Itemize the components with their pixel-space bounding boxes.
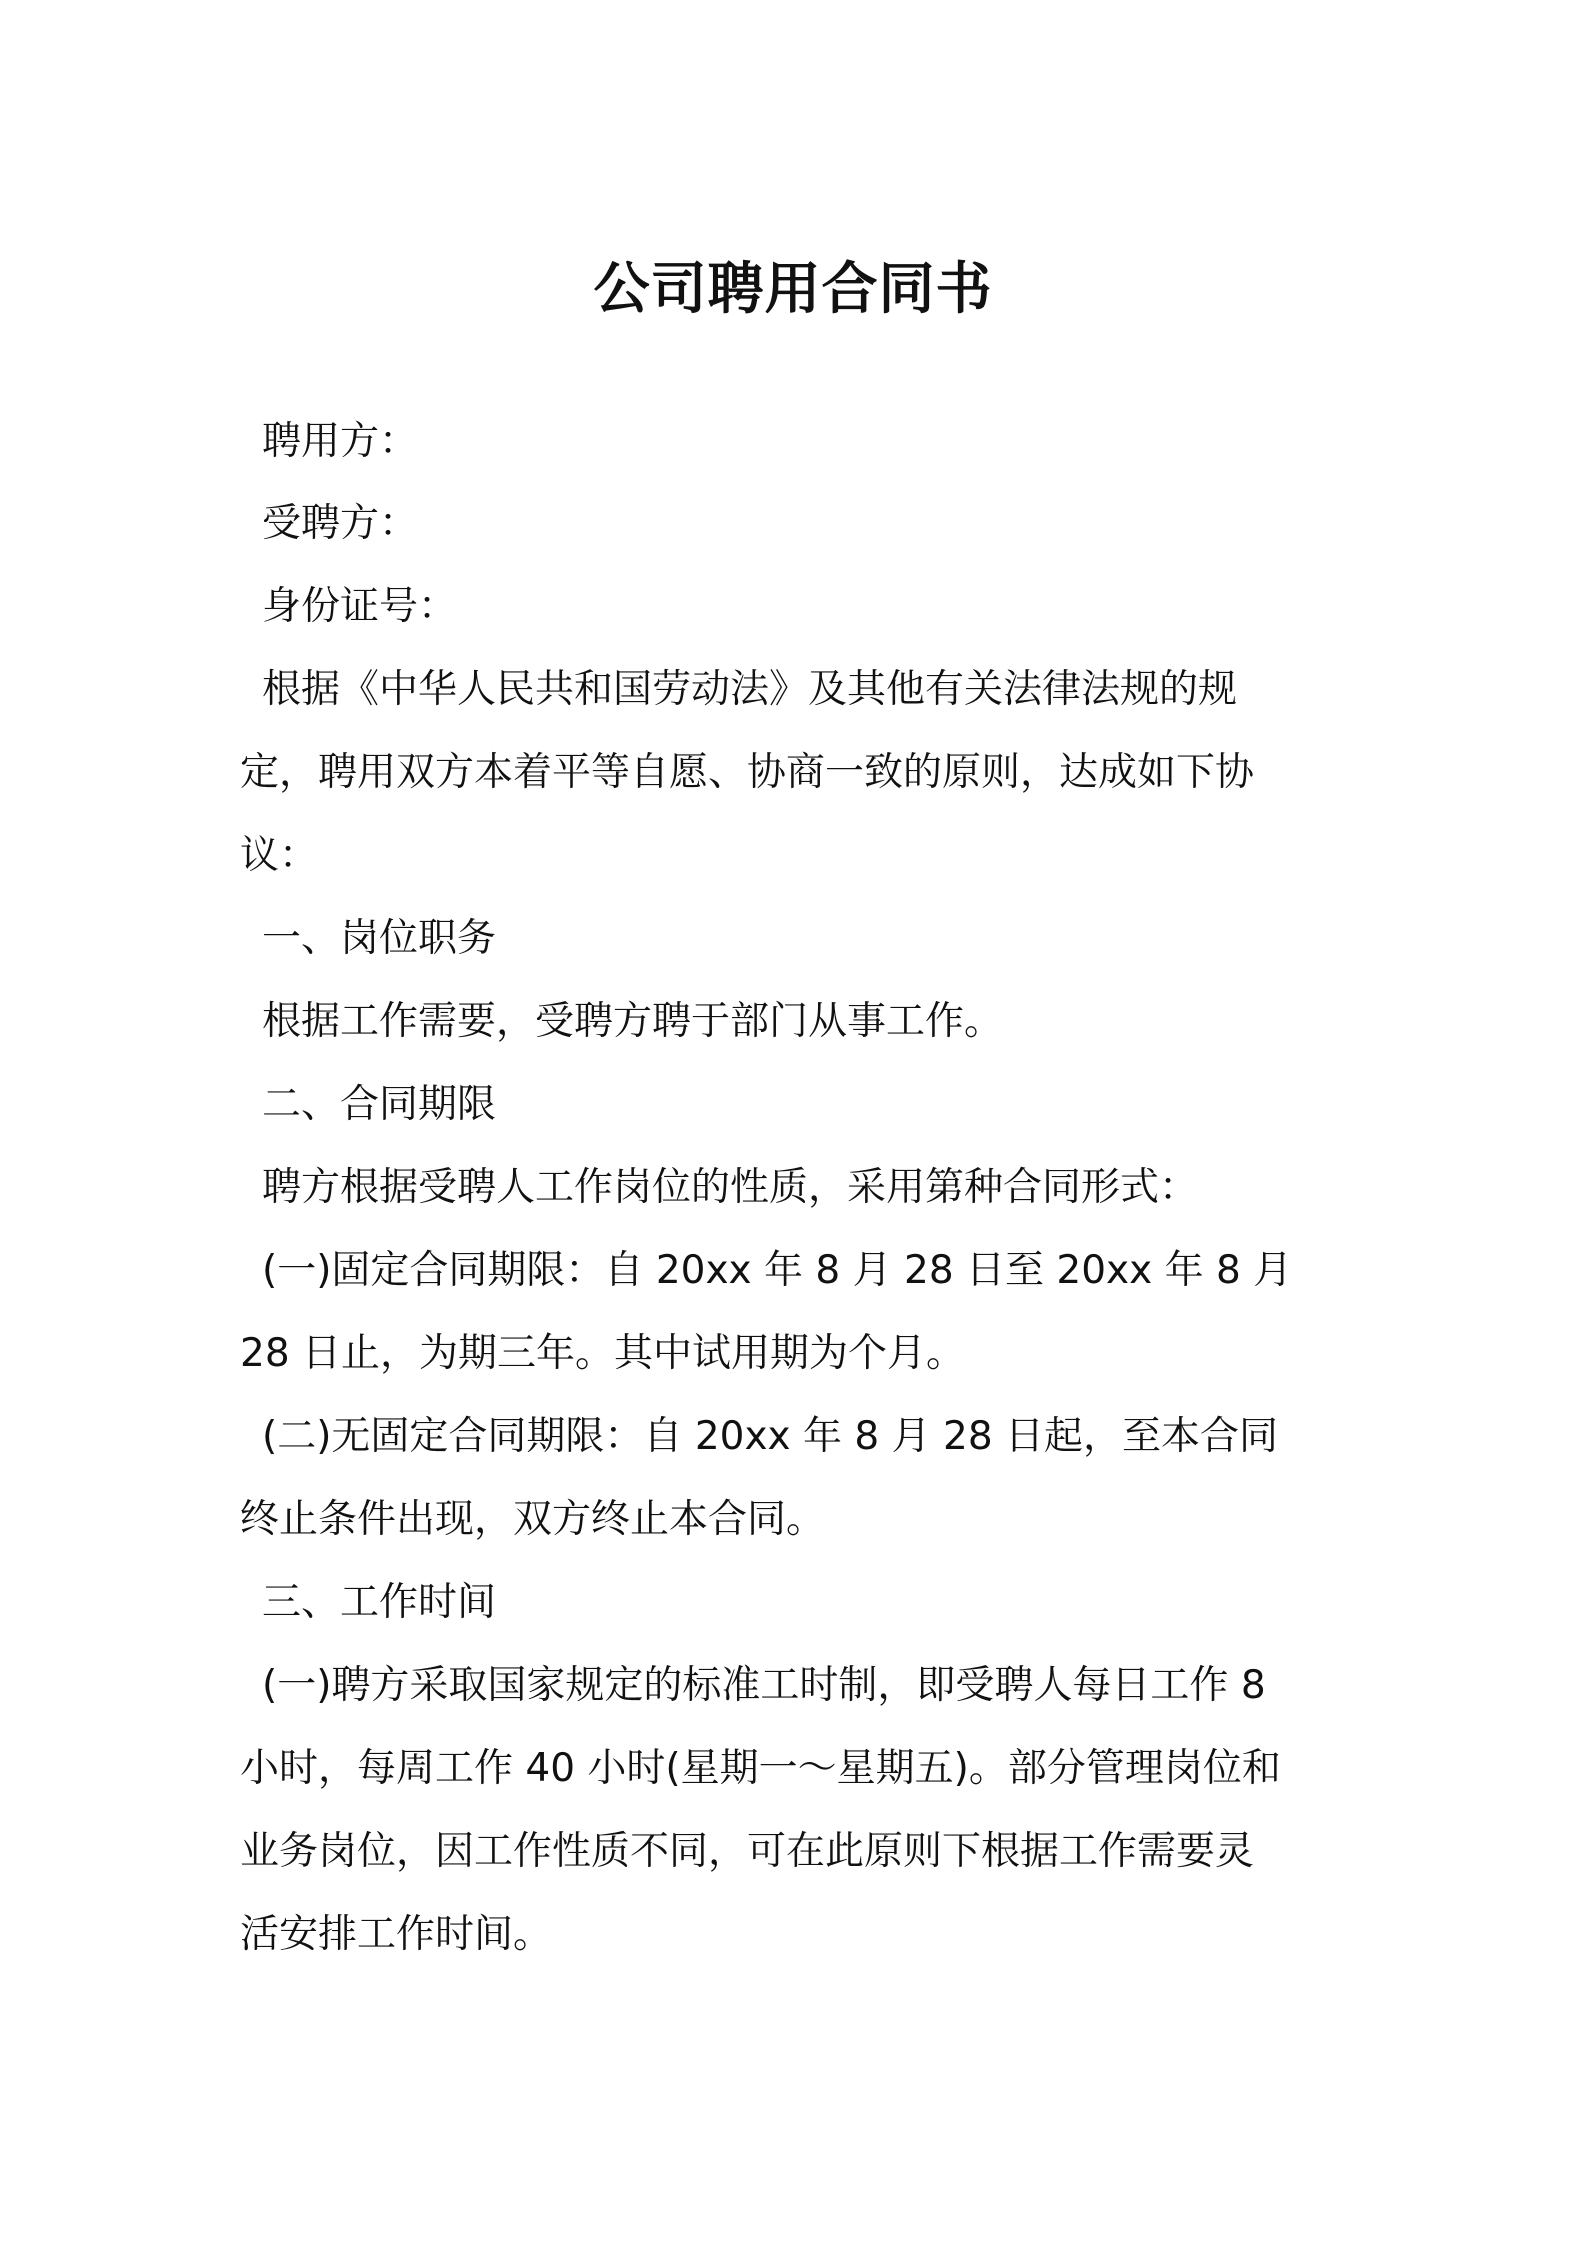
fixed-term-line-1: (一)固定合同期限：自 20xx 年 8 月 28 日至 20xx 年 8 月 — [262, 1248, 1293, 1293]
fixed-term-line-2: 28 日止，为期三年。其中试用期为个月。 — [240, 1331, 966, 1376]
section-heading-position: 一、岗位职务 — [262, 916, 497, 961]
hours-paragraph-line-2: 小时，每周工作 40 小时(星期一～星期五)。部分管理岗位和 — [240, 1746, 1281, 1791]
open-term-line-2: 终止条件出现，双方终止本合同。 — [240, 1497, 826, 1542]
open-term-line-1: (二)无固定合同期限：自 20xx 年 8 月 28 日起，至本合同 — [262, 1414, 1279, 1459]
position-paragraph: 根据工作需要，受聘方聘于部门从事工作。 — [262, 999, 1004, 1044]
section-heading-term: 二、合同期限 — [262, 1082, 497, 1127]
intro-paragraph-line-1: 根据《中华人民共和国劳动法》及其他有关法律法规的规 — [262, 667, 1238, 712]
employer-line: 聘用方： — [262, 419, 419, 464]
section-heading-hours: 三、工作时间 — [262, 1580, 497, 1625]
hours-paragraph-line-3: 业务岗位，因工作性质不同，可在此原则下根据工作需要灵 — [240, 1829, 1255, 1874]
id-number-line: 身份证号： — [262, 584, 458, 629]
intro-paragraph-line-3: 议： — [240, 833, 319, 878]
hours-paragraph-line-1: (一)聘方采取国家规定的标准工时制，即受聘人每日工作 8 — [262, 1663, 1266, 1708]
employee-line: 受聘方： — [262, 501, 419, 546]
hours-paragraph-line-4: 活安排工作时间。 — [240, 1912, 553, 1957]
term-paragraph: 聘方根据受聘人工作岗位的性质，采用第种合同形式： — [262, 1165, 1199, 1210]
intro-paragraph-line-2: 定，聘用双方本着平等自愿、协商一致的原则，达成如下协 — [240, 750, 1255, 795]
page-title: 公司聘用合同书 — [593, 257, 993, 322]
